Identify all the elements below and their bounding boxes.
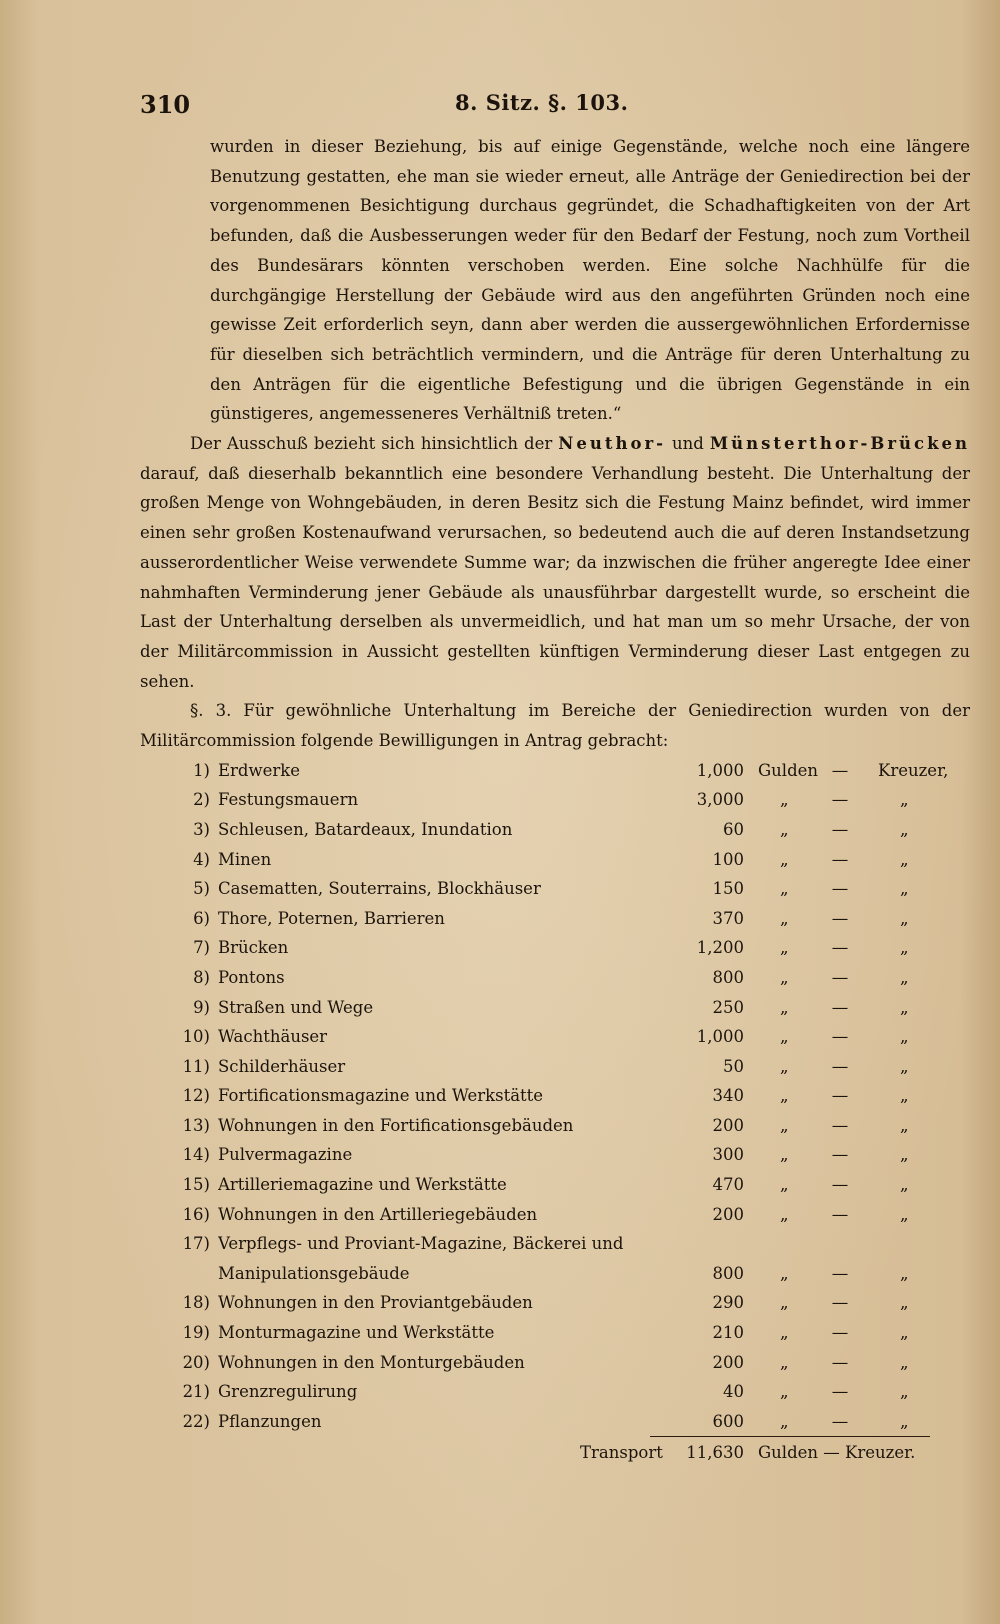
item-dash: — (831, 1204, 849, 1224)
item-amount: 210 (712, 1323, 744, 1343)
item-gulden: „ (780, 1382, 789, 1402)
item-label: Wohnungen in den Artilleriegebäuden (218, 1204, 538, 1224)
item-amount: 200 (712, 1115, 744, 1135)
item-kreuzer: „ (900, 1056, 909, 1076)
item-label: Pulvermagazine (218, 1145, 353, 1165)
item-number: 2) (193, 790, 210, 810)
item-gulden: „ (780, 908, 789, 928)
item-dash: — (831, 908, 849, 928)
item-amount: 60 (723, 819, 744, 839)
item-amount: 600 (712, 1411, 744, 1431)
list-item (140, 993, 970, 1023)
item-amount: 300 (712, 1145, 744, 1165)
item-kreuzer: „ (900, 1323, 909, 1343)
item-kreuzer: „ (900, 1293, 909, 1313)
item-number: 17) (182, 1234, 210, 1254)
item-kreuzer: „ (900, 1086, 909, 1106)
page-number: 310 (140, 90, 191, 119)
item-dash: — (831, 1175, 849, 1195)
item-amount: 1,000 (696, 760, 744, 780)
item-gulden: „ (780, 938, 789, 958)
item-kreuzer: „ (900, 908, 909, 928)
list-item (140, 963, 970, 993)
item-label: Schleusen, Batardeaux, Inundation (218, 819, 513, 839)
item-dash: — (831, 1263, 849, 1283)
item-kreuzer: „ (900, 1352, 909, 1372)
item-label: Minen (218, 849, 272, 869)
item-gulden: „ (780, 1145, 789, 1165)
item-label: Artilleriemagazine und Werkstätte (218, 1175, 507, 1195)
list-item (140, 1111, 970, 1141)
item-number: 11) (182, 1056, 210, 1076)
item-kreuzer: „ (900, 1145, 909, 1165)
item-amount: 50 (723, 1056, 744, 1076)
committee-paragraph (140, 429, 970, 696)
list-item (140, 933, 970, 963)
list-item (140, 1377, 970, 1407)
list-item (140, 815, 970, 845)
item-label: Casematten, Souterrains, Blockhäuser (218, 879, 541, 899)
item-number: 21) (182, 1382, 210, 1402)
transport-total (140, 1438, 970, 1468)
item-number: 15) (182, 1175, 210, 1195)
body-text (140, 132, 970, 1468)
quoted-paragraph: wurden in dieser Beziehung, bis auf einige Gegenstände, welche noch eine längere Benutzung gestatten, ehe man sie wieder erneut, alle Anträge der Geniedirection bei der vorgenommenen Besichtigung durchaus gegründet, die Schadhaftigkeiten von der Art befunden, daß die Ausbesserungen weder für den Bedarf der Festung, noch zum Vortheil des Bundesärars könnten verschoben werden. Eine solche Nachhülfe für die durchgängige Herstellung der Gebäude wird aus den angeführten Gründen noch eine gewisse Zeit erforderlich seyn, dann aber werden die aussergewöhnlichen Erfordernisse für dieselben sich beträchtlich vermindern, und die Anträge für deren Unterhaltung zu den Anträgen für die eigentliche Befestigung und die übrigen Gegenstände in ein günstigeres, angemesseneres Verhältniß treten.“ (210, 137, 970, 424)
item-dash: — (831, 997, 849, 1017)
item-amount: 150 (712, 879, 744, 899)
list-item (140, 756, 970, 786)
page-header (140, 90, 940, 120)
item-gulden: „ (780, 790, 789, 810)
item-kreuzer: „ (900, 819, 909, 839)
item-amount: 800 (712, 967, 744, 987)
item-amount: 340 (712, 1086, 744, 1106)
item-kreuzer: „ (900, 1027, 909, 1047)
item-dash: — (831, 1293, 849, 1313)
item-number: 19) (182, 1323, 210, 1343)
item-kreuzer: Kreuzer, (878, 760, 949, 780)
list-item (140, 845, 970, 875)
item-gulden: „ (780, 1086, 789, 1106)
item-number: 9) (193, 997, 210, 1017)
item-number: 20) (182, 1352, 210, 1372)
item-gulden: „ (780, 1263, 789, 1283)
item-label: Thore, Poternen, Barrieren (218, 908, 445, 928)
item-kreuzer: „ (900, 1115, 909, 1135)
item-dash: — (831, 819, 849, 839)
item-amount: 370 (712, 908, 744, 928)
item-gulden: „ (780, 1323, 789, 1343)
item-dash: — (831, 849, 849, 869)
item-number: 13) (182, 1115, 210, 1135)
item-number: 18) (182, 1293, 210, 1313)
item-number: 5) (193, 879, 210, 899)
list-item (140, 1288, 970, 1318)
list-item (140, 1229, 970, 1259)
item-dash: — (831, 1145, 849, 1165)
item-number: 1) (193, 760, 210, 780)
item-number: 22) (182, 1411, 210, 1431)
item-label: Wachthäuser (218, 1027, 328, 1047)
item-gulden: „ (780, 1115, 789, 1135)
item-amount: 200 (712, 1204, 744, 1224)
item-dash: — (831, 1352, 849, 1372)
item-amount: 100 (712, 849, 744, 869)
item-amount: 1,000 (696, 1027, 744, 1047)
list-item (140, 1081, 970, 1111)
item-number: 14) (182, 1145, 210, 1165)
section-3-paragraph: §. 3. Für gewöhnliche Unterhaltung im Bereiche der Geniedirection wurden von der Militärcommission folgende Bewilligungen in Antrag gebracht: (140, 701, 970, 751)
list-item (140, 1348, 970, 1378)
item-label: Schilderhäuser (218, 1056, 346, 1076)
item-amount: 40 (723, 1382, 744, 1402)
list-item (140, 1318, 970, 1348)
item-kreuzer: „ (900, 1382, 909, 1402)
item-gulden: „ (780, 1293, 789, 1313)
list-item (140, 785, 970, 815)
item-kreuzer: „ (900, 849, 909, 869)
item-label: Erdwerke (218, 760, 301, 780)
item-dash: — (831, 1115, 849, 1135)
transport-currency: Gulden — Kreuzer. (758, 1443, 916, 1463)
item-gulden: „ (780, 879, 789, 899)
item-label: Pflanzungen (218, 1411, 322, 1431)
item-label: Straßen und Wege (218, 997, 374, 1017)
item-dash: — (831, 938, 849, 958)
item-gulden: „ (780, 849, 789, 869)
item-gulden: Gulden (758, 760, 819, 780)
item-label: Fortificationsmagazine und Werkstätte (218, 1086, 544, 1106)
item-amount: 290 (712, 1293, 744, 1313)
item-amount: 3,000 (696, 790, 744, 810)
item-label: Grenzregulirung (218, 1382, 358, 1402)
item-label: Pontons (218, 967, 285, 987)
para2-text-1: Der Ausschuß bezieht sich hinsichtlich der (190, 434, 559, 454)
appropriation-list (140, 756, 970, 1437)
item-amount: 470 (712, 1175, 744, 1195)
list-item (140, 1170, 970, 1200)
transport-amount: 11,630 (686, 1443, 744, 1463)
item-kreuzer: „ (900, 938, 909, 958)
list-item (140, 904, 970, 934)
item-dash: — (831, 760, 849, 780)
item-gulden: „ (780, 1175, 789, 1195)
item-dash: — (831, 1323, 849, 1343)
item-number: 8) (193, 967, 210, 987)
list-item (140, 1052, 970, 1082)
item-gulden: „ (780, 1027, 789, 1047)
item-gulden: „ (780, 819, 789, 839)
item-number: 4) (193, 849, 210, 869)
item-number: 10) (182, 1027, 210, 1047)
item-label: Festungsmauern (218, 790, 359, 810)
item-gulden: „ (780, 1204, 789, 1224)
item-number: 12) (182, 1086, 210, 1106)
item-label: Wohnungen in den Fortificationsgebäuden (218, 1115, 574, 1135)
list-item (140, 874, 970, 904)
transport-label: Transport (580, 1443, 663, 1463)
item-dash: — (831, 1411, 849, 1431)
item-dash: — (831, 1056, 849, 1076)
list-item (140, 1140, 970, 1170)
item-kreuzer: „ (900, 1204, 909, 1224)
item-number: 3) (193, 819, 210, 839)
item-number: 6) (193, 908, 210, 928)
item-number: 7) (193, 938, 210, 958)
running-head: 8. Sitz. §. 103. (455, 90, 629, 115)
item-label: Manipulationsgebäude (218, 1263, 410, 1283)
item-amount: 1,200 (696, 938, 744, 958)
para2-text-2: und (666, 434, 710, 454)
item-kreuzer: „ (900, 1263, 909, 1283)
item-kreuzer: „ (900, 997, 909, 1017)
item-kreuzer: „ (900, 790, 909, 810)
item-number: 16) (182, 1204, 210, 1224)
item-amount: 250 (712, 997, 744, 1017)
para2-text-3: darauf, daß dieserhalb bekanntlich eine besondere Verhandlung besteht. Die Unterhaltung der großen Menge von Wohngebäuden, in deren Besitz sich die Festung Mainz befindet, wird immer einen sehr großen Kostenaufwand verursachen, so bedeutend auch die auf deren Instandsetzung ausserordentlicher Weise verwendete Summe war; da inzwischen die früher angeregte Idee einer nahmhaften Verminderung jener Gebäude als unausführbar dargestellt wurde, so erscheint die Last der Unterhaltung derselben als unvermeidlich, und hat man um so mehr Ursache, der von der Militärcommission in Aussicht gestellten künftigen Verminderung dieser Last entgegen zu sehen. (140, 463, 970, 691)
item-amount: 800 (712, 1263, 744, 1283)
item-gulden: „ (780, 1352, 789, 1372)
item-dash: — (831, 879, 849, 899)
item-dash: — (831, 1086, 849, 1106)
item-dash: — (831, 967, 849, 987)
item-kreuzer: „ (900, 879, 909, 899)
list-item (140, 1200, 970, 1230)
para2-spaced-2: Münsterthor-Brücken (709, 434, 971, 454)
item-label: Brücken (218, 938, 289, 958)
item-gulden: „ (780, 997, 789, 1017)
item-dash: — (831, 1382, 849, 1402)
list-item (140, 1022, 970, 1052)
item-gulden: „ (780, 1056, 789, 1076)
item-label: Wohnungen in den Monturgebäuden (218, 1352, 525, 1372)
item-kreuzer: „ (900, 1411, 909, 1431)
item-dash: — (831, 790, 849, 810)
item-gulden: „ (780, 967, 789, 987)
item-label: Monturmagazine und Werkstätte (218, 1323, 495, 1343)
item-label: Verpflegs- und Proviant-Magazine, Bäckerei und (218, 1234, 624, 1254)
item-label: Wohnungen in den Proviantgebäuden (218, 1293, 533, 1313)
item-kreuzer: „ (900, 967, 909, 987)
item-kreuzer: „ (900, 1175, 909, 1195)
list-item (140, 1407, 970, 1437)
para2-spaced-1: Neuthor- (558, 434, 667, 454)
item-amount: 200 (712, 1352, 744, 1372)
list-item (140, 1259, 970, 1289)
item-dash: — (831, 1027, 849, 1047)
item-gulden: „ (780, 1411, 789, 1431)
